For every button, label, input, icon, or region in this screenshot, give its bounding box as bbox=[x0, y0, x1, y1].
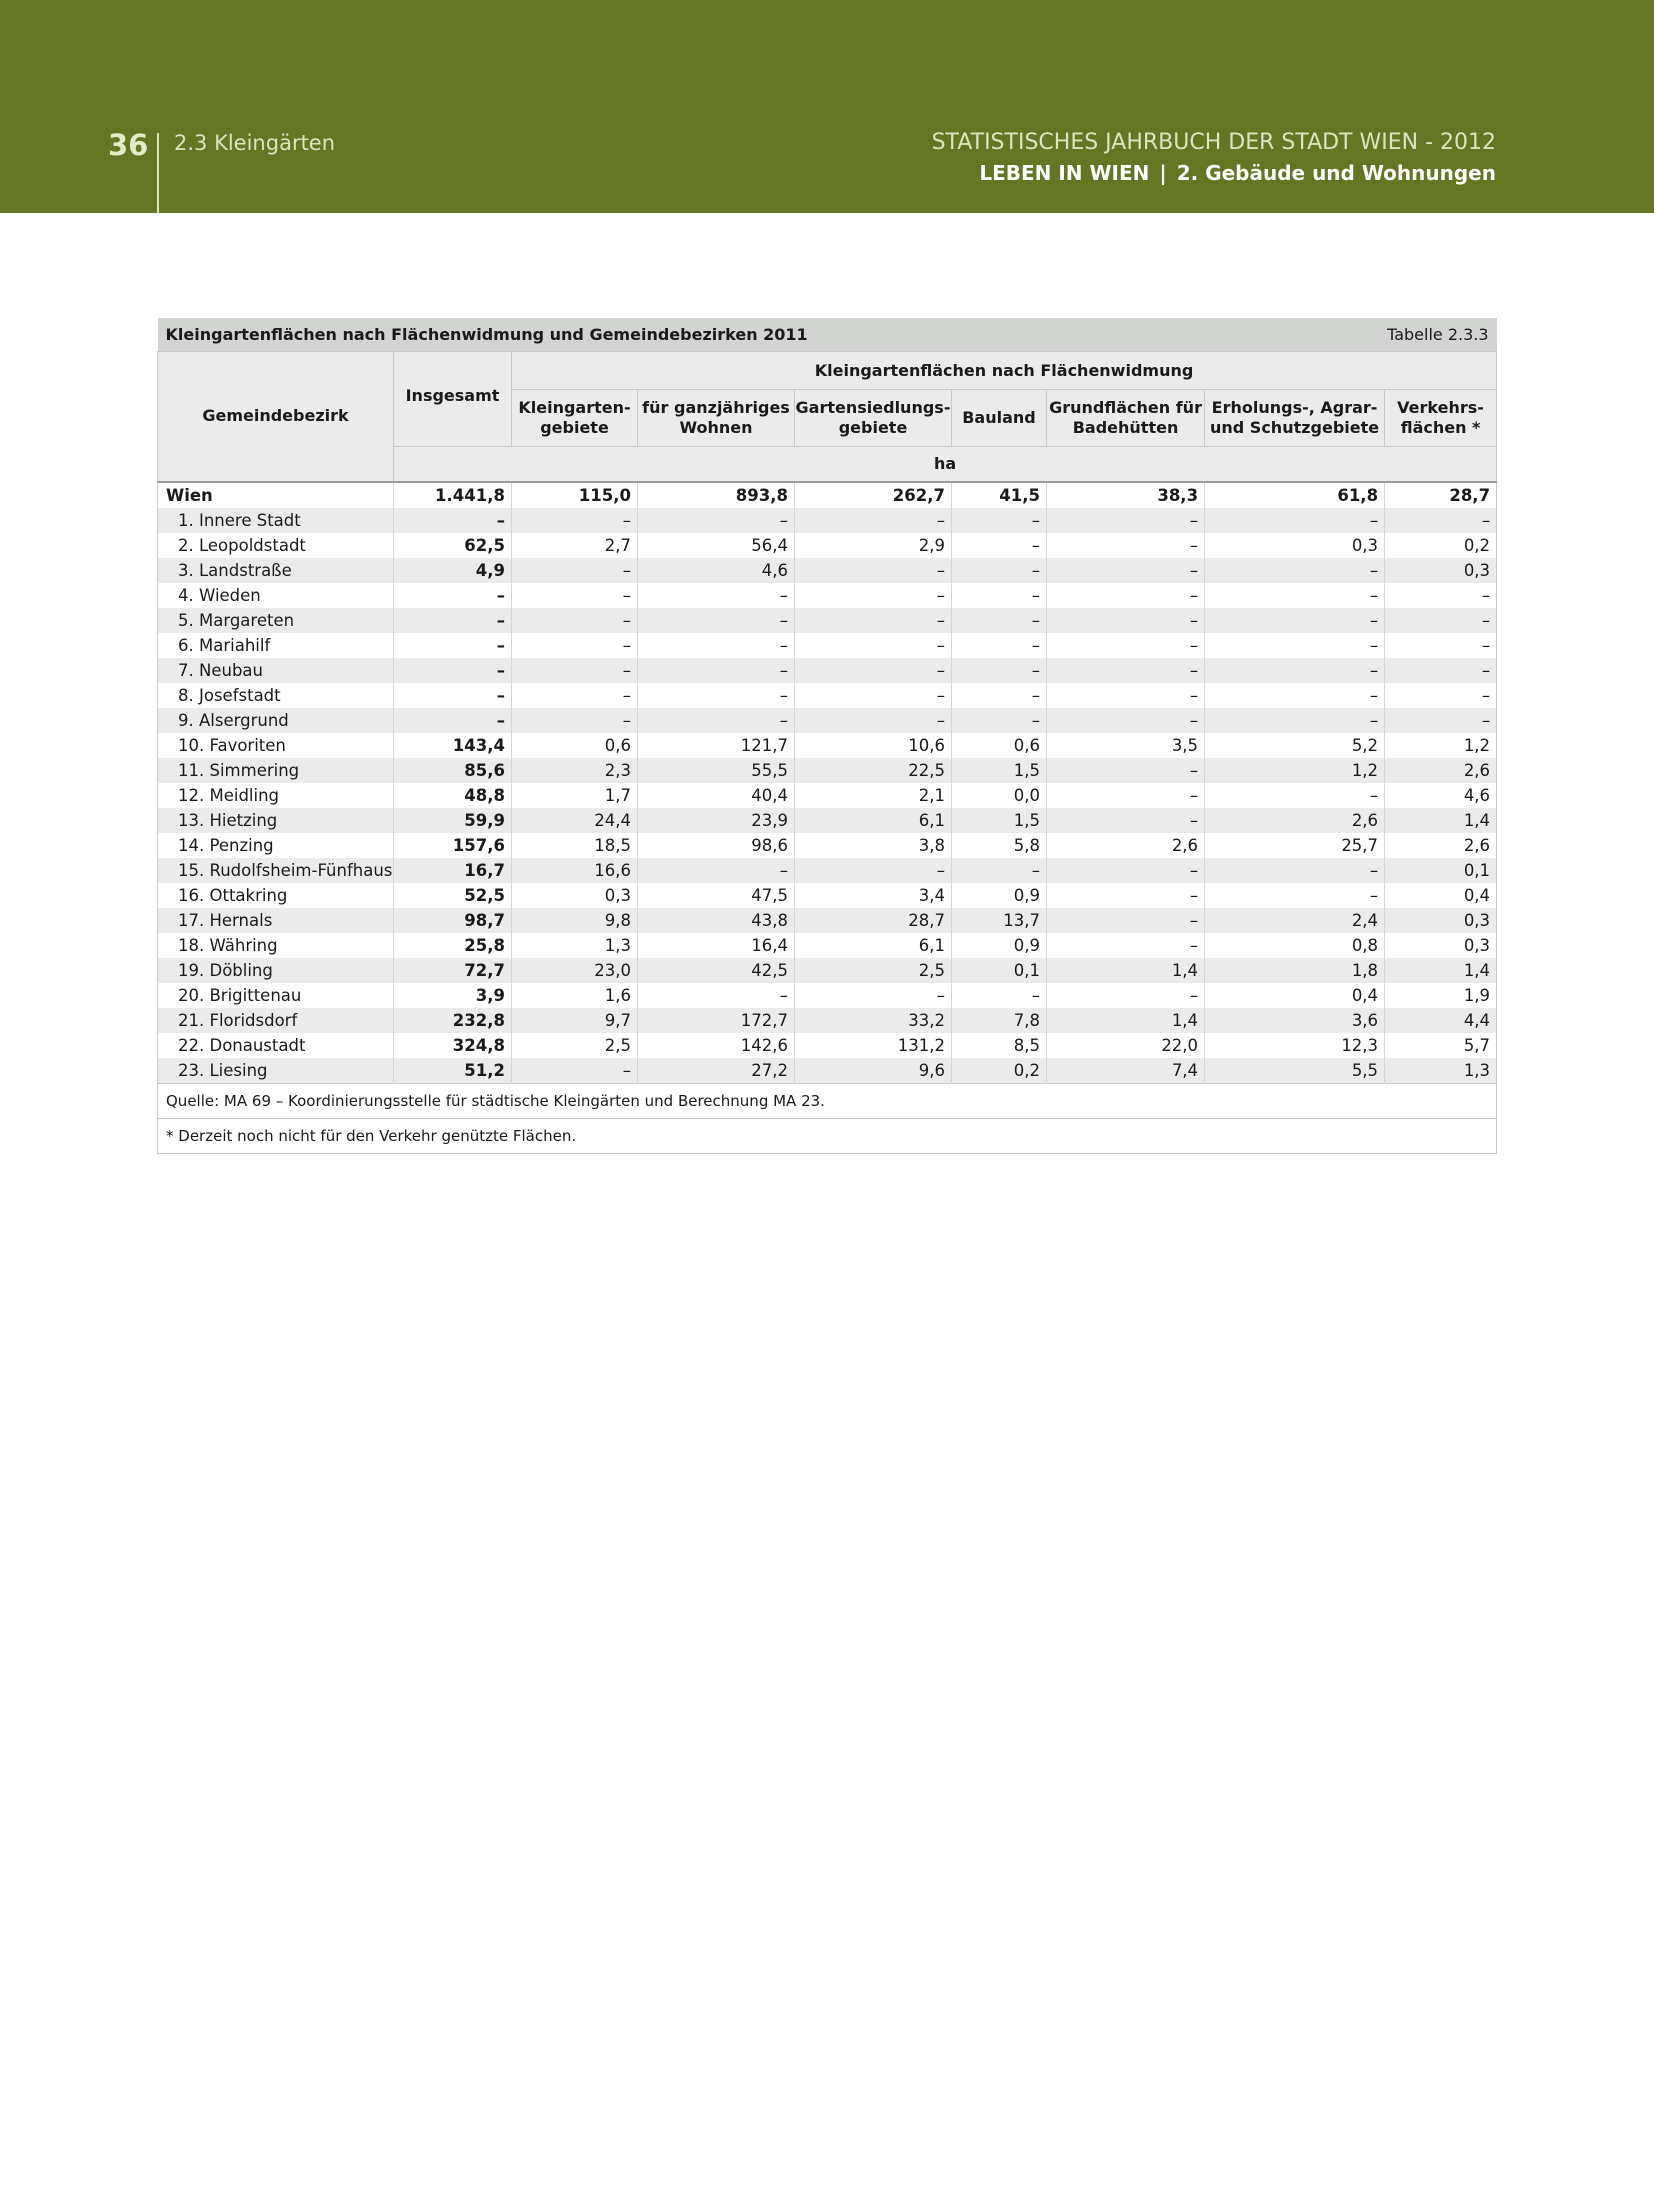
cell-value: 47,5 bbox=[638, 883, 795, 908]
cell-value: 33,2 bbox=[795, 1008, 952, 1033]
cell-value: 172,7 bbox=[638, 1008, 795, 1033]
cell-value: – bbox=[638, 608, 795, 633]
header-banner bbox=[0, 0, 1654, 213]
cell-value: – bbox=[1047, 508, 1205, 533]
row-district: 17. Hernals bbox=[158, 908, 394, 933]
cell-value: – bbox=[795, 658, 952, 683]
cell-value: 4,4 bbox=[1385, 1008, 1497, 1033]
section-title: 2.3 Kleingärten bbox=[174, 131, 336, 155]
table-row bbox=[158, 858, 1497, 883]
cell-total: 4,9 bbox=[394, 558, 512, 583]
cell-value: – bbox=[952, 608, 1047, 633]
cell-value: – bbox=[1047, 633, 1205, 658]
cell-value: 9,6 bbox=[795, 1058, 952, 1084]
cell-value: 1,5 bbox=[952, 758, 1047, 783]
cell-value: 0,8 bbox=[1205, 933, 1385, 958]
cell-total: 157,6 bbox=[394, 833, 512, 858]
cell-value: 98,6 bbox=[638, 833, 795, 858]
cell-value: – bbox=[1205, 858, 1385, 883]
table-row bbox=[158, 658, 1497, 683]
col-header bbox=[1205, 390, 1385, 447]
row-district: 19. Döbling bbox=[158, 958, 394, 983]
cell-value: 25,7 bbox=[1205, 833, 1385, 858]
cell-value: – bbox=[1047, 883, 1205, 908]
cell-value: 121,7 bbox=[638, 733, 795, 758]
cell-total: – bbox=[394, 583, 512, 608]
table-row bbox=[158, 1033, 1497, 1058]
cell-value: 2,6 bbox=[1047, 833, 1205, 858]
col-header-total: Insgesamt bbox=[394, 352, 512, 447]
cell-value: 131,2 bbox=[795, 1033, 952, 1058]
col-header-line2: flächen * bbox=[1400, 418, 1481, 437]
cell-total: 324,8 bbox=[394, 1033, 512, 1058]
table-row bbox=[158, 1008, 1497, 1033]
cell-value: – bbox=[795, 683, 952, 708]
cell-value: 2,6 bbox=[1385, 833, 1497, 858]
cell-value: 16,6 bbox=[512, 858, 638, 883]
cell-value: 1,3 bbox=[512, 933, 638, 958]
cell-value: – bbox=[512, 683, 638, 708]
chapter-part1: LEBEN IN WIEN bbox=[979, 161, 1150, 185]
cell-value: 5,5 bbox=[1205, 1058, 1385, 1084]
cell-value: – bbox=[952, 558, 1047, 583]
cell-value: – bbox=[512, 658, 638, 683]
row-district: 22. Donaustadt bbox=[158, 1033, 394, 1058]
table-row-total bbox=[158, 482, 1497, 508]
cell-value: – bbox=[795, 633, 952, 658]
cell-value: 2,6 bbox=[1385, 758, 1497, 783]
cell-value: – bbox=[795, 583, 952, 608]
cell-value: 0,2 bbox=[952, 1058, 1047, 1084]
cell-value: – bbox=[512, 508, 638, 533]
cell-value: 1,7 bbox=[512, 783, 638, 808]
row-district: 16. Ottakring bbox=[158, 883, 394, 908]
cell-value: – bbox=[1047, 658, 1205, 683]
cell-value: 6,1 bbox=[795, 933, 952, 958]
cell-value: – bbox=[638, 708, 795, 733]
cell-value: 7,8 bbox=[952, 1008, 1047, 1033]
table-row bbox=[158, 933, 1497, 958]
col-header-line1: Grundflächen für bbox=[1049, 398, 1202, 417]
cell-value: – bbox=[795, 558, 952, 583]
cell-total: 3,9 bbox=[394, 983, 512, 1008]
cell-value: – bbox=[1385, 708, 1497, 733]
cell-value: 262,7 bbox=[795, 482, 952, 508]
cell-value: 0,0 bbox=[952, 783, 1047, 808]
cell-value: – bbox=[638, 508, 795, 533]
cell-value: 3,8 bbox=[795, 833, 952, 858]
cell-value: – bbox=[512, 1058, 638, 1084]
col-header-line1: Kleingarten- bbox=[518, 398, 631, 417]
row-district: 23. Liesing bbox=[158, 1058, 394, 1084]
cell-total: – bbox=[394, 683, 512, 708]
table-caption-row bbox=[158, 318, 1497, 352]
cell-value: 1,9 bbox=[1385, 983, 1497, 1008]
cell-value: – bbox=[1047, 683, 1205, 708]
cell-value: 24,4 bbox=[512, 808, 638, 833]
cell-value: 0,9 bbox=[952, 883, 1047, 908]
cell-total: 52,5 bbox=[394, 883, 512, 908]
cell-value: 2,5 bbox=[512, 1033, 638, 1058]
col-header-line1: Verkehrs- bbox=[1397, 398, 1484, 417]
cell-value: – bbox=[638, 683, 795, 708]
row-district: Wien bbox=[158, 482, 394, 508]
cell-value: 1,8 bbox=[1205, 958, 1385, 983]
row-district: 13. Hietzing bbox=[158, 808, 394, 833]
cell-value: – bbox=[1047, 858, 1205, 883]
cell-value: 2,5 bbox=[795, 958, 952, 983]
cell-value: 38,3 bbox=[1047, 482, 1205, 508]
cell-value: 18,5 bbox=[512, 833, 638, 858]
cell-value: – bbox=[1047, 608, 1205, 633]
cell-value: 1,4 bbox=[1385, 808, 1497, 833]
row-district: 8. Josefstadt bbox=[158, 683, 394, 708]
chapter-separator: | bbox=[1159, 161, 1167, 185]
cell-value: – bbox=[795, 983, 952, 1008]
cell-value: – bbox=[1205, 708, 1385, 733]
cell-value: – bbox=[638, 633, 795, 658]
table-row bbox=[158, 833, 1497, 858]
cell-value: – bbox=[795, 708, 952, 733]
cell-total: – bbox=[394, 708, 512, 733]
cell-value: – bbox=[952, 708, 1047, 733]
cell-value: – bbox=[638, 858, 795, 883]
col-header-line1: Erholungs-, Agrar- bbox=[1211, 398, 1378, 417]
cell-total: – bbox=[394, 508, 512, 533]
table-row bbox=[158, 608, 1497, 633]
cell-value: – bbox=[1205, 508, 1385, 533]
row-district: 15. Rudolfsheim-Fünfhaus bbox=[158, 858, 394, 883]
cell-total: 143,4 bbox=[394, 733, 512, 758]
cell-value: 22,0 bbox=[1047, 1033, 1205, 1058]
cell-value: – bbox=[1385, 508, 1497, 533]
cell-value: 3,4 bbox=[795, 883, 952, 908]
cell-total: 51,2 bbox=[394, 1058, 512, 1084]
cell-value: – bbox=[1385, 583, 1497, 608]
cell-value: – bbox=[512, 633, 638, 658]
cell-value: – bbox=[1385, 633, 1497, 658]
cell-value: 1,6 bbox=[512, 983, 638, 1008]
row-district: 14. Penzing bbox=[158, 833, 394, 858]
cell-value: 1,4 bbox=[1385, 958, 1497, 983]
table-row bbox=[158, 708, 1497, 733]
cell-value: – bbox=[1205, 608, 1385, 633]
col-header-line2: und Schutzgebiete bbox=[1209, 418, 1380, 437]
cell-value: – bbox=[952, 633, 1047, 658]
col-header bbox=[512, 390, 638, 447]
cell-value: 0,3 bbox=[1385, 933, 1497, 958]
row-district: 11. Simmering bbox=[158, 758, 394, 783]
table-row bbox=[158, 583, 1497, 608]
row-district: 4. Wieden bbox=[158, 583, 394, 608]
cell-value: 23,0 bbox=[512, 958, 638, 983]
cell-value: 2,4 bbox=[1205, 908, 1385, 933]
cell-value: 0,9 bbox=[952, 933, 1047, 958]
table-row bbox=[158, 683, 1497, 708]
cell-value: 7,4 bbox=[1047, 1058, 1205, 1084]
cell-value: 28,7 bbox=[1385, 482, 1497, 508]
cell-value: 5,2 bbox=[1205, 733, 1385, 758]
cell-value: – bbox=[952, 983, 1047, 1008]
cell-value: – bbox=[1047, 758, 1205, 783]
table-row bbox=[158, 783, 1497, 808]
cell-value: 9,7 bbox=[512, 1008, 638, 1033]
table-row bbox=[158, 758, 1497, 783]
cell-value: 28,7 bbox=[795, 908, 952, 933]
table-row bbox=[158, 883, 1497, 908]
row-district: 5. Margareten bbox=[158, 608, 394, 633]
cell-value: 40,4 bbox=[638, 783, 795, 808]
source-row bbox=[158, 1083, 1497, 1118]
col-header-district: Gemeindebezirk bbox=[158, 352, 394, 482]
col-header bbox=[638, 390, 795, 447]
cell-total: 1.441,8 bbox=[394, 482, 512, 508]
cell-value: 5,7 bbox=[1385, 1033, 1497, 1058]
cell-value: 22,5 bbox=[795, 758, 952, 783]
header-row-1 bbox=[158, 352, 1497, 390]
cell-total: 98,7 bbox=[394, 908, 512, 933]
cell-value: 4,6 bbox=[638, 558, 795, 583]
col-header bbox=[1047, 390, 1205, 447]
cell-total: 62,5 bbox=[394, 533, 512, 558]
col-header-line2: Badehütten bbox=[1072, 418, 1179, 437]
cell-total: – bbox=[394, 658, 512, 683]
row-district: 10. Favoriten bbox=[158, 733, 394, 758]
cell-value: 1,3 bbox=[1385, 1058, 1497, 1084]
footnote-row bbox=[158, 1118, 1497, 1153]
cell-value: – bbox=[1205, 783, 1385, 808]
cell-value: 0,6 bbox=[512, 733, 638, 758]
cell-value: – bbox=[1205, 683, 1385, 708]
table-row bbox=[158, 733, 1497, 758]
col-header-line2: gebiete bbox=[838, 418, 908, 437]
row-district: 21. Floridsdorf bbox=[158, 1008, 394, 1033]
cell-value: 9,8 bbox=[512, 908, 638, 933]
cell-value: – bbox=[638, 983, 795, 1008]
cell-value: 27,2 bbox=[638, 1058, 795, 1084]
col-header bbox=[952, 390, 1047, 447]
cell-value: – bbox=[1385, 608, 1497, 633]
cell-value: 8,5 bbox=[952, 1033, 1047, 1058]
cell-value: 0,3 bbox=[512, 883, 638, 908]
cell-value: – bbox=[952, 658, 1047, 683]
row-district: 6. Mariahilf bbox=[158, 633, 394, 658]
table-row bbox=[158, 1058, 1497, 1084]
cell-value: 1,5 bbox=[952, 808, 1047, 833]
table-number: Tabelle 2.3.3 bbox=[1205, 318, 1497, 352]
cell-value: – bbox=[512, 708, 638, 733]
row-district: 9. Alsergrund bbox=[158, 708, 394, 733]
cell-value: 2,9 bbox=[795, 533, 952, 558]
cell-value: 0,4 bbox=[1205, 983, 1385, 1008]
cell-value: 0,1 bbox=[1385, 858, 1497, 883]
col-header-line2: gebiete bbox=[540, 418, 609, 437]
cell-value: – bbox=[1047, 708, 1205, 733]
table-row bbox=[158, 908, 1497, 933]
cell-total: 59,9 bbox=[394, 808, 512, 833]
table-row bbox=[158, 633, 1497, 658]
col-header bbox=[1385, 390, 1497, 447]
table-title: Kleingartenflächen nach Flächenwidmung und Gemeindebezirken 2011 bbox=[158, 318, 1205, 352]
cell-value: – bbox=[1205, 583, 1385, 608]
cell-value: – bbox=[952, 683, 1047, 708]
group-header: Kleingartenflächen nach Flächenwidmung bbox=[512, 352, 1497, 390]
cell-total: 25,8 bbox=[394, 933, 512, 958]
cell-value: 4,6 bbox=[1385, 783, 1497, 808]
cell-value: 115,0 bbox=[512, 482, 638, 508]
cell-value: – bbox=[952, 508, 1047, 533]
table-body bbox=[158, 482, 1497, 1084]
cell-value: – bbox=[952, 583, 1047, 608]
cell-value: – bbox=[1047, 808, 1205, 833]
cell-value: – bbox=[1047, 933, 1205, 958]
table-row bbox=[158, 983, 1497, 1008]
table-row bbox=[158, 558, 1497, 583]
col-header bbox=[795, 390, 952, 447]
cell-value: 2,1 bbox=[795, 783, 952, 808]
header-divider bbox=[157, 133, 159, 213]
cell-total: – bbox=[394, 608, 512, 633]
cell-value: 41,5 bbox=[952, 482, 1047, 508]
cell-value: – bbox=[1047, 983, 1205, 1008]
cell-value: – bbox=[952, 533, 1047, 558]
cell-value: – bbox=[1205, 633, 1385, 658]
cell-value: – bbox=[638, 583, 795, 608]
cell-value: – bbox=[512, 558, 638, 583]
cell-value: 16,4 bbox=[638, 933, 795, 958]
cell-value: 1,4 bbox=[1047, 958, 1205, 983]
cell-value: 0,3 bbox=[1385, 558, 1497, 583]
cell-value: – bbox=[1385, 683, 1497, 708]
cell-value: – bbox=[512, 608, 638, 633]
cell-total: – bbox=[394, 633, 512, 658]
data-table bbox=[157, 318, 1497, 1154]
footnote: * Derzeit noch nicht für den Verkehr genützte Flächen. bbox=[158, 1118, 1497, 1153]
cell-value: 6,1 bbox=[795, 808, 952, 833]
cell-value: – bbox=[1205, 658, 1385, 683]
row-district: 1. Innere Stadt bbox=[158, 508, 394, 533]
unit-header: ha bbox=[394, 447, 1497, 482]
cell-total: 85,6 bbox=[394, 758, 512, 783]
cell-value: – bbox=[1205, 883, 1385, 908]
table-row bbox=[158, 808, 1497, 833]
col-header-line1: Gartensiedlungs- bbox=[795, 398, 951, 417]
row-district: 3. Landstraße bbox=[158, 558, 394, 583]
cell-value: 42,5 bbox=[638, 958, 795, 983]
cell-value: 1,2 bbox=[1385, 733, 1497, 758]
publication-title: STATISTISCHES JAHRBUCH DER STADT WIEN - 2012 bbox=[931, 130, 1496, 155]
col-header-line2: Wohnen bbox=[679, 418, 753, 437]
cell-value: 5,8 bbox=[952, 833, 1047, 858]
row-district: 2. Leopoldstadt bbox=[158, 533, 394, 558]
source-note: Quelle: MA 69 – Koordinierungsstelle für städtische Kleingärten und Berechnung MA 23. bbox=[158, 1083, 1497, 1118]
cell-value: 893,8 bbox=[638, 482, 795, 508]
cell-value: 13,7 bbox=[952, 908, 1047, 933]
table-row bbox=[158, 508, 1497, 533]
cell-value: 2,6 bbox=[1205, 808, 1385, 833]
cell-value: – bbox=[1205, 558, 1385, 583]
cell-value: – bbox=[952, 858, 1047, 883]
col-header-line1: Bauland bbox=[962, 408, 1036, 427]
cell-value: – bbox=[795, 608, 952, 633]
cell-value: 43,8 bbox=[638, 908, 795, 933]
cell-value: 3,6 bbox=[1205, 1008, 1385, 1033]
cell-value: 0,3 bbox=[1205, 533, 1385, 558]
cell-value: 23,9 bbox=[638, 808, 795, 833]
cell-value: 1,2 bbox=[1205, 758, 1385, 783]
table-row bbox=[158, 958, 1497, 983]
cell-value: – bbox=[1047, 558, 1205, 583]
cell-value: – bbox=[512, 583, 638, 608]
cell-total: 48,8 bbox=[394, 783, 512, 808]
cell-value: 0,4 bbox=[1385, 883, 1497, 908]
cell-value: 55,5 bbox=[638, 758, 795, 783]
cell-value: – bbox=[795, 858, 952, 883]
row-district: 18. Währing bbox=[158, 933, 394, 958]
cell-value: 142,6 bbox=[638, 1033, 795, 1058]
data-table-container bbox=[157, 318, 1496, 1154]
cell-value: 10,6 bbox=[795, 733, 952, 758]
cell-value: 56,4 bbox=[638, 533, 795, 558]
cell-value: 2,7 bbox=[512, 533, 638, 558]
cell-total: 232,8 bbox=[394, 1008, 512, 1033]
cell-value: – bbox=[1047, 533, 1205, 558]
cell-value: – bbox=[1385, 658, 1497, 683]
cell-value: – bbox=[1047, 583, 1205, 608]
chapter-title bbox=[979, 161, 1496, 185]
page-number: 36 bbox=[108, 128, 149, 162]
cell-value: – bbox=[795, 508, 952, 533]
cell-value: 3,5 bbox=[1047, 733, 1205, 758]
cell-total: 72,7 bbox=[394, 958, 512, 983]
row-district: 20. Brigittenau bbox=[158, 983, 394, 1008]
cell-total: 16,7 bbox=[394, 858, 512, 883]
cell-value: 61,8 bbox=[1205, 482, 1385, 508]
cell-value: – bbox=[1047, 908, 1205, 933]
cell-value: – bbox=[638, 658, 795, 683]
row-district: 12. Meidling bbox=[158, 783, 394, 808]
cell-value: 0,2 bbox=[1385, 533, 1497, 558]
cell-value: 0,6 bbox=[952, 733, 1047, 758]
chapter-part2: 2. Gebäude und Wohnungen bbox=[1176, 161, 1496, 185]
cell-value: 0,1 bbox=[952, 958, 1047, 983]
cell-value: 0,3 bbox=[1385, 908, 1497, 933]
col-header-line1: für ganzjähriges bbox=[642, 398, 790, 417]
row-district: 7. Neubau bbox=[158, 658, 394, 683]
cell-value: 1,4 bbox=[1047, 1008, 1205, 1033]
cell-value: – bbox=[1047, 783, 1205, 808]
cell-value: 12,3 bbox=[1205, 1033, 1385, 1058]
cell-value: 2,3 bbox=[512, 758, 638, 783]
table-row bbox=[158, 533, 1497, 558]
